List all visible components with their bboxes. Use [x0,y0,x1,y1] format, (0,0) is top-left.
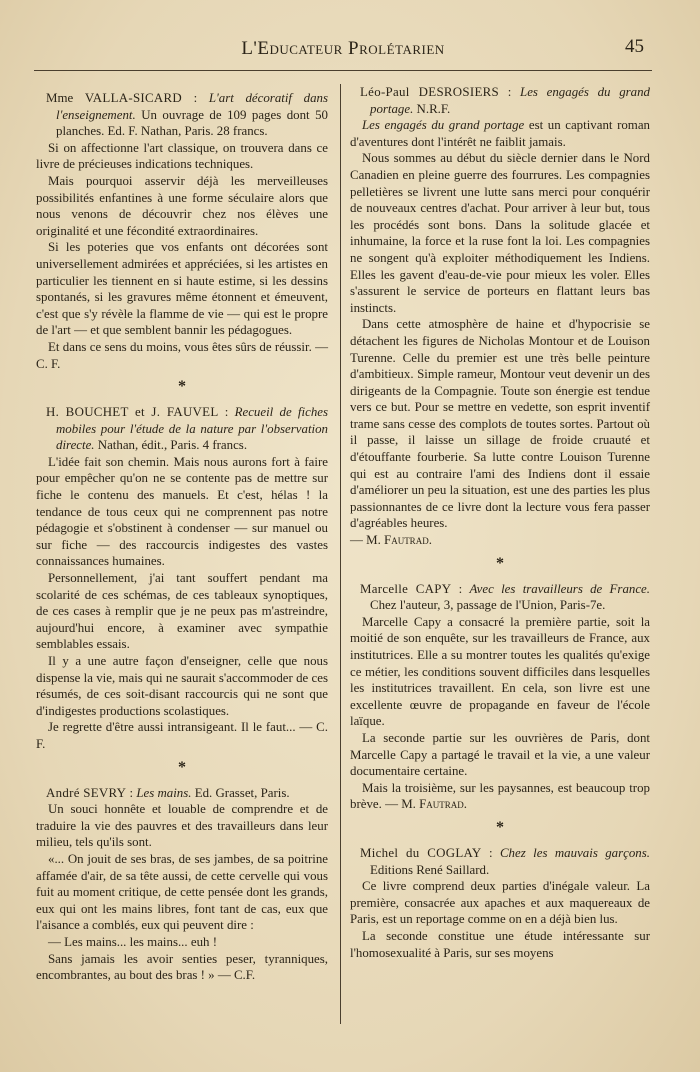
quote-paragraph: — Les mains... les mains... euh ! [48,934,217,949]
author-prefix: Mme [46,91,85,105]
book-title: Avec les travailleurs de France. [469,581,651,596]
review-paragraph: Un souci honnête et louable de comprendre et de traduire la vie des pauvres et des travailleurs dans leur milieu, tels qu'ils sont. [36,802,328,850]
book-details: Un ouvrage de 109 pages dont 50 planches. Ed. F. Nathan, Paris. 28 francs. [56,107,328,139]
signature-text: — M. Fautrad. [350,533,432,548]
book-details: Chez l'auteur, 3, passage de l'Union, Paris-7e. [370,598,606,613]
section-separator-asterisk: * [496,554,504,572]
review-author: Michel du COGLAY [360,845,482,860]
review-reference [350,845,650,878]
page-header [34,30,652,71]
book-details: Ed. Grasset, Paris. [191,785,290,800]
review-paragraph: Ce livre comprend deux parties d'inégale valeur. La première, consacrée aux apaches et aux maquereaux de Paris, est un reportage comme on en a déjà bien lus. [350,879,650,927]
book-title: Chez les mauvais garçons. [499,845,650,860]
section-separator-asterisk: * [496,818,504,836]
review-paragraph: Marcelle Capy a consacré la première partie, soit la moitié de son enquête, sur les travailleurs de France, aux institutrices. Elle a su montrer toutes les qualités qu'exige ce métier, les conditions souvent difficiles dans lesquelles les institutrices travaillent. En cela, son livre est une excellente œuvre de propagande en faveur de l'école laïque. [350,614,650,729]
separator: : [182,91,209,105]
separator: : [126,785,137,800]
separator: : [481,845,500,860]
left-column [36,84,328,984]
review-paragraph: Il y a une autre façon d'enseigner, celle que nous dispense la vie, mais qui ne saurait s'accommoder de ces résumés, de ces soit-disant raccourcis qui ne sont que d'indigestes productions scolastiques. [36,654,328,718]
review-reference [36,785,328,802]
review-paragraph [350,117,650,150]
review-reference [350,84,650,117]
review-signature [350,532,650,549]
right-column [350,84,650,961]
book-details: Editions René Saillard. [370,862,490,877]
page-number: 45 [625,36,644,57]
quote-paragraph: «... On jouit de ses bras, de ses jambes, de sa poitrine affamée d'air, de sa tête aussi, de cette cervelle qui vous fuit au moment critique, de cette pensée dont les grands, eux qui ont les mains libres, font tant de cas, eux que l'aisance a comblés, eux qui peuvent dire : [36,851,328,933]
review-author: Marcelle CAPY [360,581,452,596]
review-paragraph: Si les poteries que vos enfants ont décorées sont universellement admirées et appréciées, si les artistes en particulier les tiennent en si haute estime, si les dessins spontanés, si les gravures même étonnent et émeuvent, c'est que s'y révèle la flamme de vie — qui est le propre de l'art — et que semblent bannir les pédagogues. [36,240,328,338]
separator: : [451,581,470,596]
review-reference [350,581,650,614]
section-separator-asterisk: * [178,758,186,776]
review-author: Léo-Paul DESROSIERS [360,85,500,99]
section-separator-asterisk: * [178,378,186,396]
review-author: H. BOUCHET et J. FAUVEL [46,405,219,420]
book-details: Nathan, édit., Paris. 4 francs. [94,438,248,453]
separator: : [218,405,235,420]
separator: : [499,85,521,99]
review-reference [36,404,328,454]
paragraph-text: Mais la troisième, sur les paysannes, est beaucoup trop brève. [350,780,650,812]
review-paragraph: Personnellement, j'ai tant souffert pendant ma scolarité de ces schémas, de ces tableaux synoptiques, de ces cases à remplir que je ne peux pas m'astreindre, aujourd'hui encore, à examiner avec sympathie semblables essais. [36,571,328,652]
book-title: Recueil de fiches mobiles pour l'étude de la nature par l'observation directe. [56,405,328,453]
review-paragraph: La seconde partie sur les ouvrières de Paris, dont Marcelle Capy a partagé le travail et la vie, a une valeur documentaire certaine. [350,730,650,779]
book-title: Les engagés du grand portage. [370,85,650,116]
review-paragraph: Je regrette d'être aussi intransigeant. Il le faut... — C. F. [36,720,328,751]
signature-text: — M. Fautrad. [385,797,468,812]
review-paragraph: Et dans ce sens du moins, vous êtes sûrs de réussir. — C. F. [36,339,328,371]
journal-title: L'Educateur Prolétarien [241,38,445,59]
review-paragraph [350,780,650,813]
review-paragraph: Dans cette atmosphère de haine et d'hypocrisie se détachent les figures de Nicholas Montour et de Louison Turenne. Celle du premier est une très belle peinture d'ambitieux. Simple rameur, Montour veut devenir un des dirigeants de la Compagnie. Toute son énergie est tendue vers ce but. Pour se mettre en vedette, son esprit inventif trame sans cesse des complots de toutes sortes. Partout où il passe, il laisse un sillage de froide cruauté et d'étouffante fourberie. Sa lutte contre Louison Turenne qui est au contraire l'ami des Indiens dont il essaie d'améliorer un peu la situation, est une des parties les plus passionnantes de ce livre dont la lecture vous fera passer d'agréables heures. [350,317,650,531]
review-author: André SEVRY [46,785,127,800]
review-author: VALLA-SICARD [84,91,183,105]
review-paragraph: Mais pourquoi asservir déjà les merveilleuses possibilités enfantines à une forme séculaire alors que nous venons de découvrir chez nos élèves une originalité et une fécondité extraordinaires. [36,173,328,238]
review-reference [36,90,328,140]
review-paragraph: Nous sommes au début du siècle dernier dans le Nord Canadien en pleine guerre des fourrures. Les compagnies pelletières se livrent une lutte sans merci pour conquérir de nouveaux centres d'achat. Pour arriver à leur but, tous les procédés sont bons. Dans la solitude glacée et inhumaine, la force et la ruse font la loi. Les compagnies ne songent qu'à exploiter méthodiquement les Indiens. Elles les gavent d'eau-de-vie pour mieux les voler. Elles s'assurent le service de porteurs en flattant leurs bas instincts. [350,151,650,315]
inline-book-title: Les engagés du grand portage [362,118,525,133]
book-title: L'art décoratif dans l'enseignement. [56,91,328,122]
review-paragraph: Si on affectionne l'art classique, on trouvera dans ce livre de précieuses indications techniques. [36,140,328,172]
book-details: N.R.F. [413,101,451,116]
paragraph-text: est un captivant roman d'aventures dont l'intérêt ne faiblit jamais. [350,118,651,149]
column-divider [340,84,341,1024]
review-paragraph: L'idée fait son chemin. Mais nous aurons fort à faire pour empêcher qu'on ne se contente pas de mettre sur fiche le contenu des manuels. Et c'est, hélas ! la tendance de tous ceux qui ne comprennent pas notre pédagogie et s'obstinent à condenser — sur manuel ou sur fiche — des raccourcis indigestes des vastes connaissances humaines. [36,454,328,569]
book-title: Les mains. [136,785,192,800]
quote-paragraph: Sans jamais les avoir senties peser, tyranniques, encombrantes, au bout des bras ! » — C.F. [36,951,328,983]
review-paragraph: La seconde constitue une étude intéressante sur l'homosexualité à Paris, sur ses moyens [350,928,650,960]
